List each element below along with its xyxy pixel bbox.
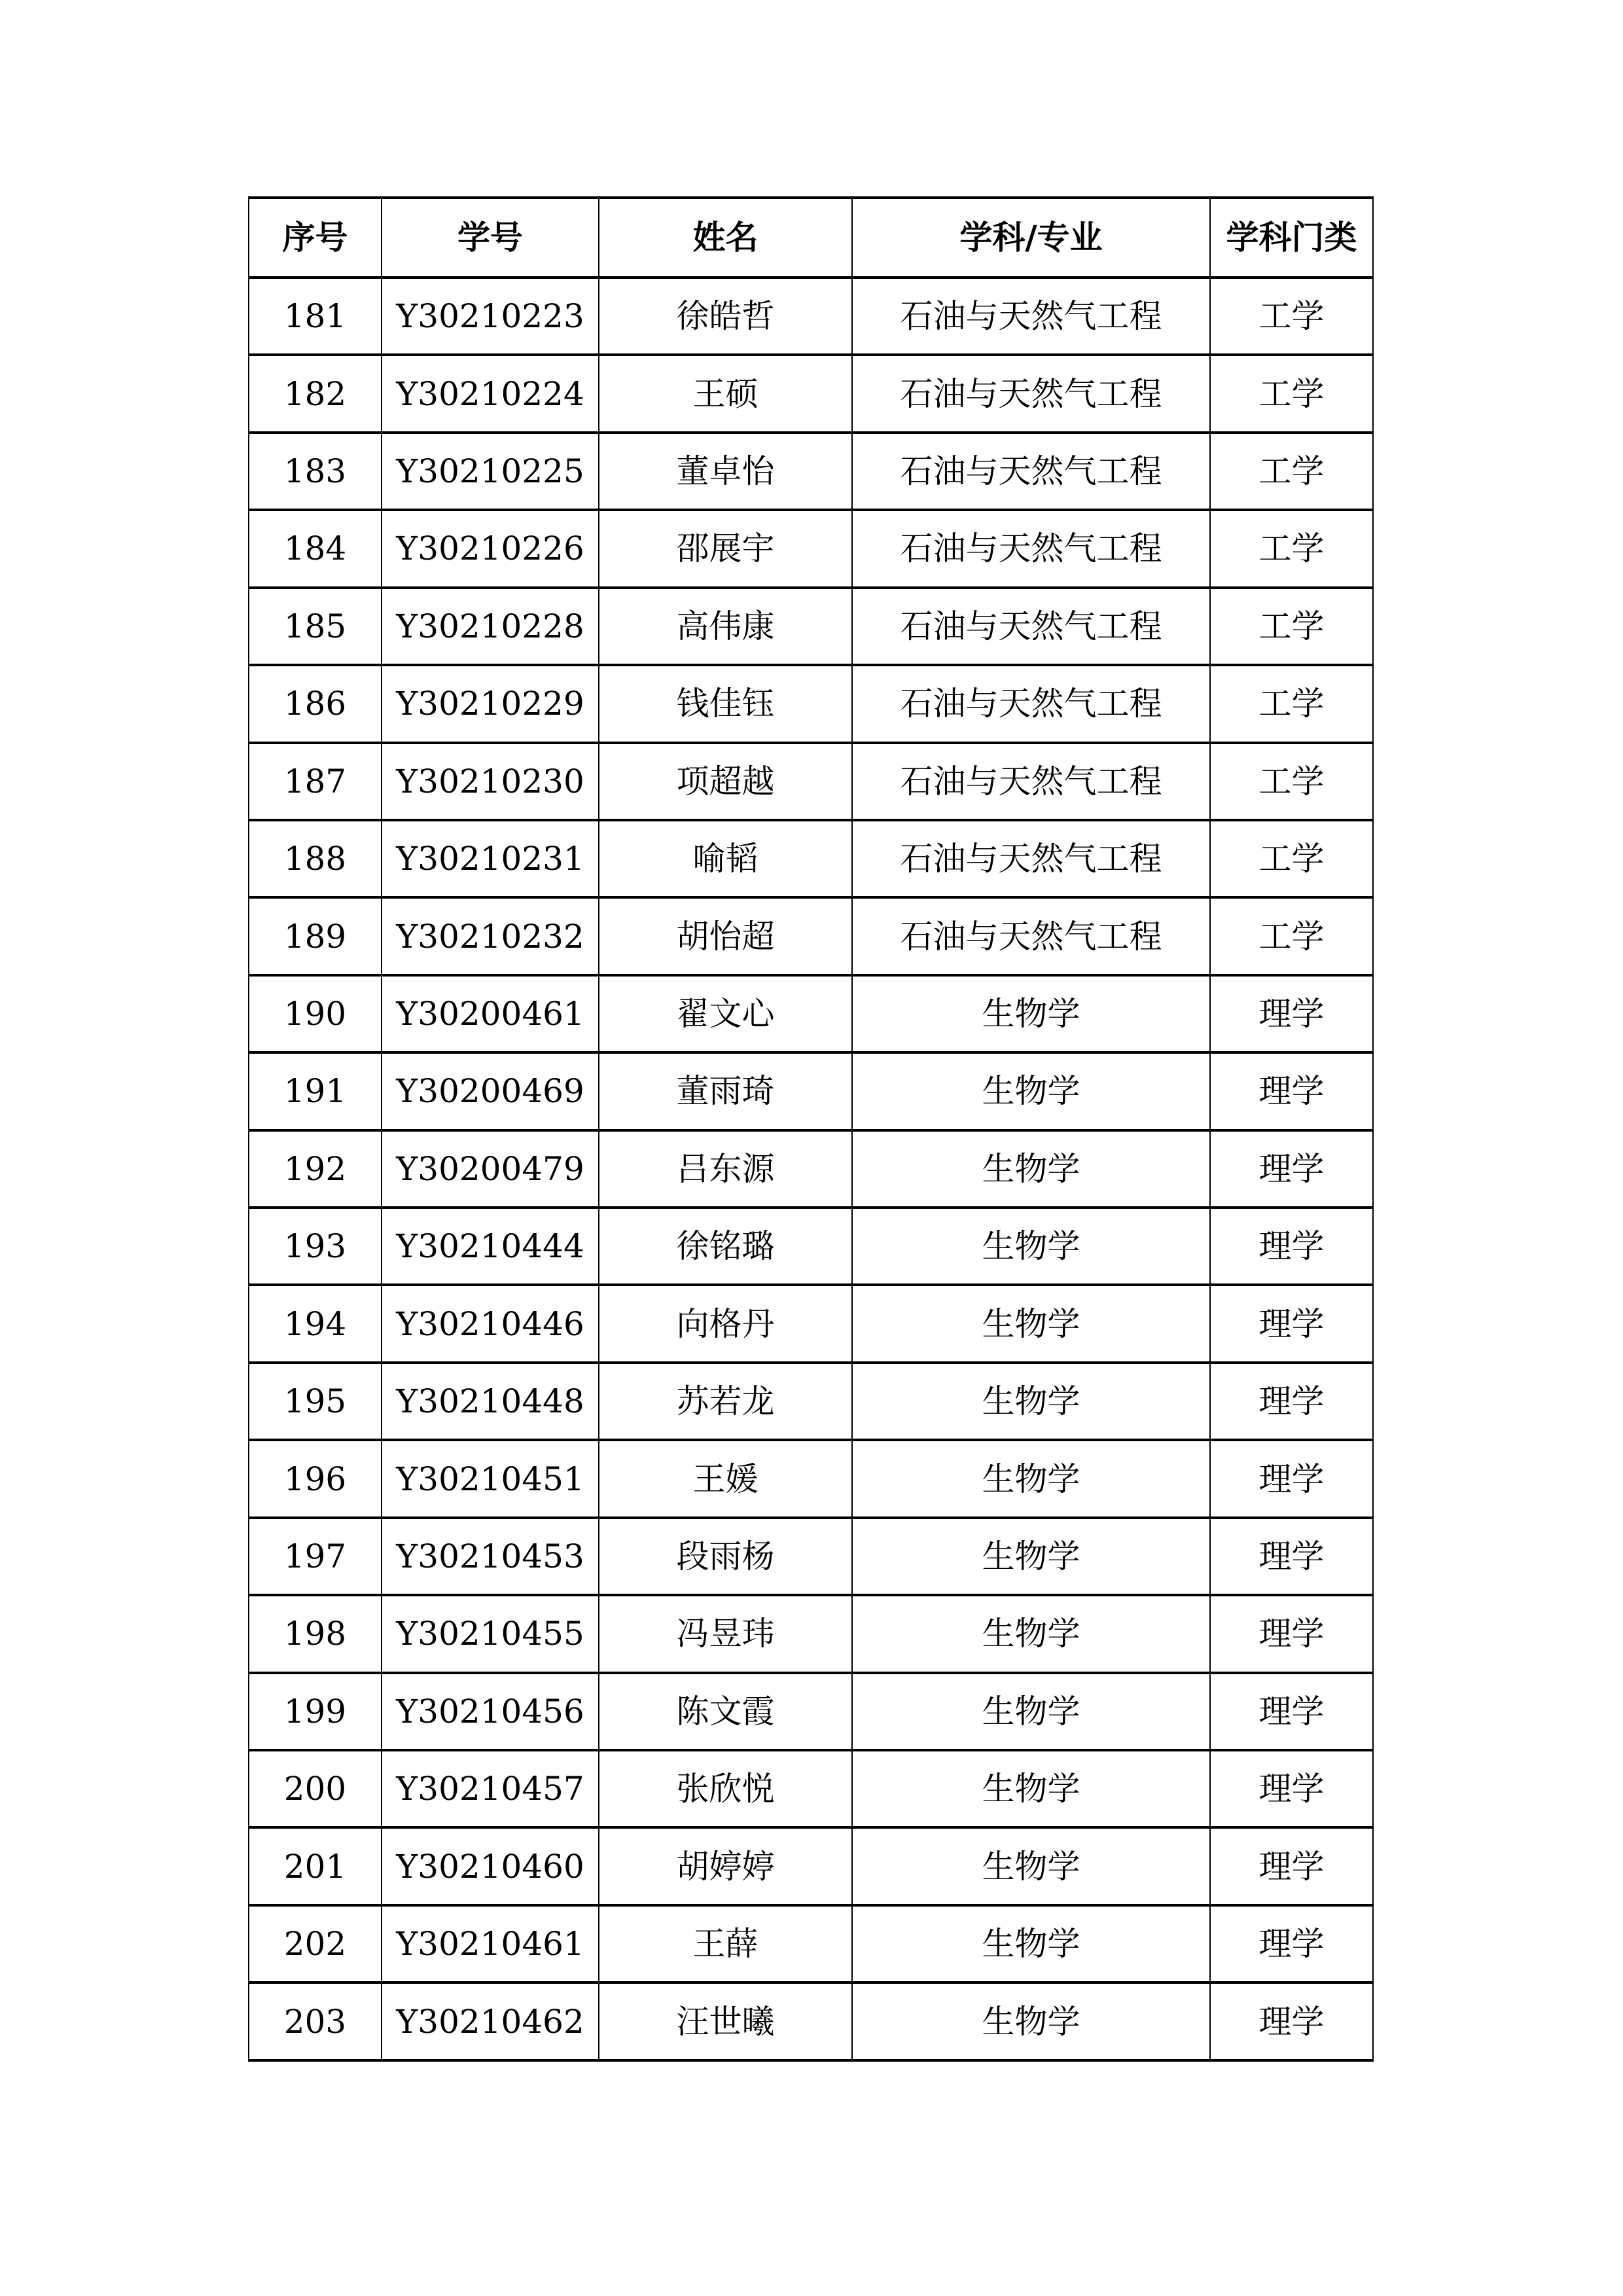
table-row [249, 1905, 1373, 1982]
category-cell: 理学 [1210, 975, 1373, 1052]
table-row [249, 743, 1373, 820]
name-cell: 向格丹 [599, 1285, 852, 1362]
major-cell: 石油与天然气工程 [852, 588, 1210, 665]
table-row [249, 1130, 1373, 1208]
table-row [249, 278, 1373, 355]
category-cell: 工学 [1210, 820, 1373, 897]
category-cell: 工学 [1210, 743, 1373, 820]
name-cell: 陈文霞 [599, 1673, 852, 1750]
name-cell: 董卓怡 [599, 433, 852, 510]
table-row [249, 975, 1373, 1052]
major-cell: 生物学 [852, 1363, 1210, 1440]
major-cell: 生物学 [852, 1827, 1210, 1905]
serial-cell: 181 [249, 278, 382, 355]
category-cell: 理学 [1210, 1285, 1373, 1362]
table-row [249, 1363, 1373, 1440]
student-id-cell: Y30210453 [382, 1518, 599, 1595]
student-id-cell: Y30200479 [382, 1130, 599, 1208]
major-cell: 生物学 [852, 1208, 1210, 1285]
serial-cell: 191 [249, 1052, 382, 1130]
name-cell: 胡怡超 [599, 897, 852, 975]
table-row [249, 1595, 1373, 1672]
category-cell: 工学 [1210, 278, 1373, 355]
major-cell: 生物学 [852, 1518, 1210, 1595]
major-cell: 生物学 [852, 1130, 1210, 1208]
table-row [249, 355, 1373, 432]
table-row [249, 1440, 1373, 1517]
table-row [249, 1827, 1373, 1905]
serial-cell: 202 [249, 1905, 382, 1982]
table-row [249, 1982, 1373, 2060]
student-id-cell: Y30210456 [382, 1673, 599, 1750]
category-cell: 理学 [1210, 1982, 1373, 2060]
table-header [249, 198, 1373, 278]
major-cell: 生物学 [852, 1750, 1210, 1827]
table-body [249, 278, 1373, 2060]
name-cell: 王薛 [599, 1905, 852, 1982]
student-id-cell: Y30210460 [382, 1827, 599, 1905]
header-serial: 序号 [249, 198, 382, 278]
name-cell: 项超越 [599, 743, 852, 820]
table-row [249, 665, 1373, 742]
serial-cell: 192 [249, 1130, 382, 1208]
serial-cell: 199 [249, 1673, 382, 1750]
student-id-cell: Y30210231 [382, 820, 599, 897]
major-cell: 石油与天然气工程 [852, 897, 1210, 975]
student-id-cell: Y30210224 [382, 355, 599, 432]
serial-cell: 187 [249, 743, 382, 820]
name-cell: 董雨琦 [599, 1052, 852, 1130]
student-id-cell: Y30210451 [382, 1440, 599, 1517]
student-id-cell: Y30210228 [382, 588, 599, 665]
name-cell: 高伟康 [599, 588, 852, 665]
serial-cell: 196 [249, 1440, 382, 1517]
category-cell: 理学 [1210, 1750, 1373, 1827]
category-cell: 工学 [1210, 510, 1373, 587]
student-id-cell: Y30210230 [382, 743, 599, 820]
table-row [249, 897, 1373, 975]
student-id-cell: Y30210457 [382, 1750, 599, 1827]
student-id-cell: Y30210229 [382, 665, 599, 742]
category-cell: 理学 [1210, 1518, 1373, 1595]
student-roster-table [248, 196, 1374, 2062]
student-id-cell: Y30200469 [382, 1052, 599, 1130]
header-student-id: 学号 [382, 198, 599, 278]
name-cell: 翟文心 [599, 975, 852, 1052]
header-major: 学科/专业 [852, 198, 1210, 278]
name-cell: 汪世曦 [599, 1982, 852, 2060]
table-row [249, 510, 1373, 587]
name-cell: 冯昱玮 [599, 1595, 852, 1672]
category-cell: 理学 [1210, 1440, 1373, 1517]
student-id-cell: Y30210446 [382, 1285, 599, 1362]
major-cell: 生物学 [852, 1595, 1210, 1672]
table-row [249, 1208, 1373, 1285]
serial-cell: 194 [249, 1285, 382, 1362]
serial-cell: 203 [249, 1982, 382, 2060]
serial-cell: 198 [249, 1595, 382, 1672]
category-cell: 理学 [1210, 1208, 1373, 1285]
student-id-cell: Y30210232 [382, 897, 599, 975]
category-cell: 工学 [1210, 433, 1373, 510]
category-cell: 工学 [1210, 897, 1373, 975]
major-cell: 石油与天然气工程 [852, 820, 1210, 897]
serial-cell: 197 [249, 1518, 382, 1595]
name-cell: 胡婷婷 [599, 1827, 852, 1905]
category-cell: 理学 [1210, 1905, 1373, 1982]
name-cell: 喻韬 [599, 820, 852, 897]
name-cell: 苏若龙 [599, 1363, 852, 1440]
major-cell: 石油与天然气工程 [852, 433, 1210, 510]
major-cell: 生物学 [852, 975, 1210, 1052]
student-id-cell: Y30210455 [382, 1595, 599, 1672]
table-row [249, 1750, 1373, 1827]
student-id-cell: Y30210444 [382, 1208, 599, 1285]
category-cell: 工学 [1210, 588, 1373, 665]
name-cell: 邵展宇 [599, 510, 852, 587]
serial-cell: 183 [249, 433, 382, 510]
major-cell: 石油与天然气工程 [852, 510, 1210, 587]
category-cell: 工学 [1210, 355, 1373, 432]
name-cell: 钱佳钰 [599, 665, 852, 742]
serial-cell: 184 [249, 510, 382, 587]
table-row [249, 1673, 1373, 1750]
student-id-cell: Y30210461 [382, 1905, 599, 1982]
serial-cell: 201 [249, 1827, 382, 1905]
serial-cell: 190 [249, 975, 382, 1052]
major-cell: 石油与天然气工程 [852, 665, 1210, 742]
major-cell: 生物学 [852, 1285, 1210, 1362]
major-cell: 生物学 [852, 1052, 1210, 1130]
student-id-cell: Y30210225 [382, 433, 599, 510]
student-id-cell: Y30210448 [382, 1363, 599, 1440]
major-cell: 生物学 [852, 1673, 1210, 1750]
name-cell: 吕东源 [599, 1130, 852, 1208]
serial-cell: 188 [249, 820, 382, 897]
table-row [249, 1052, 1373, 1130]
header-row [249, 198, 1373, 278]
name-cell: 段雨杨 [599, 1518, 852, 1595]
table-row [249, 1285, 1373, 1362]
table-row [249, 820, 1373, 897]
serial-cell: 200 [249, 1750, 382, 1827]
name-cell: 徐铭璐 [599, 1208, 852, 1285]
serial-cell: 182 [249, 355, 382, 432]
serial-cell: 186 [249, 665, 382, 742]
category-cell: 理学 [1210, 1130, 1373, 1208]
name-cell: 徐皓哲 [599, 278, 852, 355]
table-row [249, 433, 1373, 510]
table-row [249, 1518, 1373, 1595]
category-cell: 理学 [1210, 1827, 1373, 1905]
major-cell: 石油与天然气工程 [852, 278, 1210, 355]
student-id-cell: Y30210223 [382, 278, 599, 355]
header-name: 姓名 [599, 198, 852, 278]
major-cell: 生物学 [852, 1905, 1210, 1982]
category-cell: 理学 [1210, 1595, 1373, 1672]
category-cell: 工学 [1210, 665, 1373, 742]
major-cell: 生物学 [852, 1440, 1210, 1517]
serial-cell: 185 [249, 588, 382, 665]
student-id-cell: Y30200461 [382, 975, 599, 1052]
name-cell: 王媛 [599, 1440, 852, 1517]
serial-cell: 193 [249, 1208, 382, 1285]
major-cell: 石油与天然气工程 [852, 355, 1210, 432]
major-cell: 生物学 [852, 1982, 1210, 2060]
serial-cell: 195 [249, 1363, 382, 1440]
category-cell: 理学 [1210, 1052, 1373, 1130]
name-cell: 王硕 [599, 355, 852, 432]
student-id-cell: Y30210462 [382, 1982, 599, 2060]
serial-cell: 189 [249, 897, 382, 975]
major-cell: 石油与天然气工程 [852, 743, 1210, 820]
table-row [249, 588, 1373, 665]
name-cell: 张欣悦 [599, 1750, 852, 1827]
header-category: 学科门类 [1210, 198, 1373, 278]
category-cell: 理学 [1210, 1673, 1373, 1750]
student-id-cell: Y30210226 [382, 510, 599, 587]
category-cell: 理学 [1210, 1363, 1373, 1440]
